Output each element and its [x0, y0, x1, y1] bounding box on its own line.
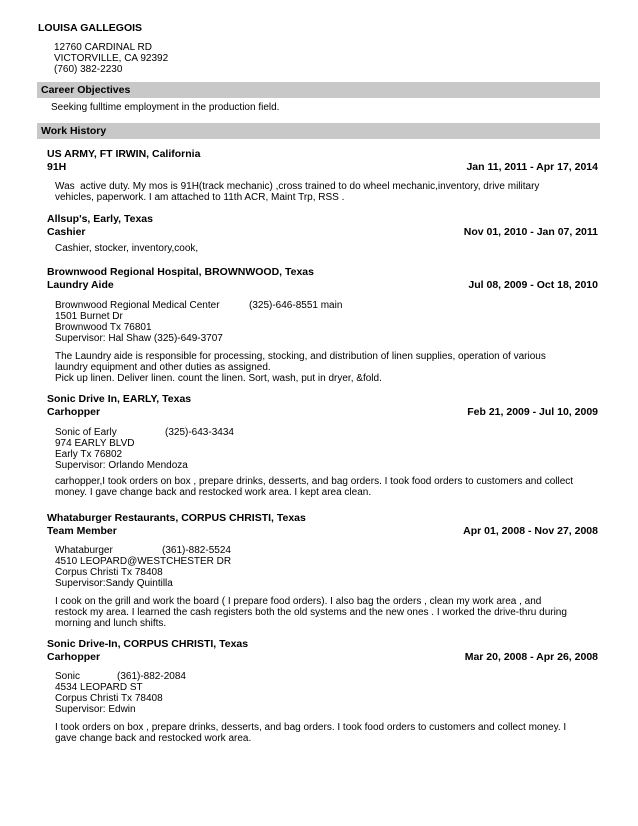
job-phone: (361)-882-2084 — [117, 671, 186, 682]
job-title: 91H — [47, 161, 67, 173]
job-title: Cashier — [47, 226, 86, 238]
job-title: Carhopper — [47, 651, 101, 663]
description-line: money. I gave change back and restocked work area. I kept area clean. — [55, 487, 372, 498]
description-line: I cook on the grill and work the board ( I prepare food orders). I also bag the orders , clean my work area , and — [55, 596, 542, 607]
contact-line: 4510 LEOPARD@WESTCHESTER DR — [55, 556, 232, 567]
contact-line: 1501 Burnet Dr — [55, 311, 123, 322]
description-line: The Laundry aide is responsible for processing, stocking, and distribution of linen supplies, operation of various — [55, 351, 546, 362]
job-phone: (361)-882-5524 — [162, 545, 231, 556]
job-dates: Jul 08, 2009 - Oct 18, 2010 — [468, 279, 598, 291]
job-title: Laundry Aide — [47, 279, 114, 291]
contact-line: Corpus Christi Tx 78408 — [55, 567, 163, 578]
job-phone: (325)-643-3434 — [165, 427, 234, 438]
job-title-row — [47, 161, 598, 173]
objective-text: Seeking fulltime employment in the production field. — [51, 102, 280, 113]
section-header-career-objectives: Career Objectives — [37, 82, 600, 98]
description-line: Was active duty. My mos is 91H(track mechanic) ,cross trained to do wheel mechanic,inventory, drive military — [55, 181, 540, 192]
job-employer: Whataburger Restaurants, CORPUS CHRISTI, Texas — [47, 512, 306, 524]
contact-line: Supervisor: Orlando Mendoza — [55, 460, 188, 471]
job-employer: Allsup's, Early, Texas — [47, 213, 153, 225]
job-title-row — [47, 226, 598, 238]
description-line: morning and lunch shifts. — [55, 618, 167, 629]
description-line: laundry equipment and other duties as assigned. — [55, 362, 271, 373]
contact-line: Supervisor: Hal Shaw (325)-649-3707 — [55, 333, 223, 344]
job-description — [55, 351, 546, 384]
job-description — [55, 596, 567, 629]
description-line: vehicles, paperwork. I am attached to 11th ACR, Maint Trp, RSS . — [55, 192, 345, 203]
contact-line: 974 EARLY BLVD — [55, 438, 135, 449]
section-header-work-history: Work History — [37, 123, 600, 139]
job-title: Carhopper — [47, 406, 101, 418]
job-dates: Jan 11, 2011 - Apr 17, 2014 — [466, 161, 598, 173]
contact-line: Brownwood Regional Medical Center — [55, 300, 220, 311]
contact-line: 4534 LEOPARD ST — [55, 682, 143, 693]
job-title-row — [47, 525, 598, 537]
job-employer: US ARMY, FT IRWIN, California — [47, 148, 201, 160]
contact-line: Sonic of Early — [55, 427, 117, 438]
job-description — [55, 722, 566, 744]
job-title: Team Member — [47, 525, 117, 537]
applicant-address — [54, 42, 168, 75]
job-description — [55, 476, 573, 498]
job-title-row — [47, 279, 598, 291]
contact-line: Corpus Christi Tx 78408 — [55, 693, 163, 704]
contact-line: Sonic — [55, 671, 81, 682]
job-employer: Sonic Drive In, EARLY, Texas — [47, 393, 192, 405]
job-description — [55, 181, 539, 203]
job-contact — [55, 300, 223, 344]
job-dates: Apr 01, 2008 - Nov 27, 2008 — [463, 525, 598, 537]
description-line: I took orders on box , prepare drinks, desserts, and bag orders. I took food orders to customers and collect money. I — [55, 722, 567, 733]
description-line: Cashier, stocker, inventory,cook, — [55, 243, 199, 254]
description-line: Pick up linen. Deliver linen. count the linen. Sort, wash, put in dryer, &fold. — [55, 373, 382, 384]
job-dates: Mar 20, 2008 - Apr 26, 2008 — [464, 651, 598, 663]
address-line: VICTORVILLE, CA 92392 — [54, 53, 169, 64]
contact-line: Brownwood Tx 76801 — [55, 322, 152, 333]
contact-line: Early Tx 76802 — [55, 449, 123, 460]
contact-line: Supervisor:Sandy Quintilla — [55, 578, 173, 589]
job-description — [55, 243, 198, 254]
address-line: (760) 382-2230 — [54, 64, 123, 75]
applicant-name: LOUISA GALLEGOIS — [38, 22, 143, 34]
job-employer: Sonic Drive-In, CORPUS CHRISTI, Texas — [47, 638, 249, 650]
job-phone: (325)-646-8551 main — [249, 300, 343, 311]
address-line: 12760 CARDINAL RD — [54, 42, 153, 53]
job-employer: Brownwood Regional Hospital, BROWNWOOD, Texas — [47, 266, 314, 278]
job-dates: Nov 01, 2010 - Jan 07, 2011 — [463, 226, 598, 238]
job-dates: Feb 21, 2009 - Jul 10, 2009 — [467, 406, 598, 418]
contact-line: Supervisor: Edwin — [55, 704, 136, 715]
description-line: restock my area. I learned the cash registers both the old systems and the new ones . I worked the drive-thru during — [55, 607, 567, 618]
job-title-row — [47, 651, 598, 663]
job-title-row — [47, 406, 598, 418]
description-line: gave change back and restocked work area. — [55, 733, 252, 744]
contact-line: Whataburger — [55, 545, 113, 556]
description-line: carhopper,I took orders on box , prepare drinks, desserts, and bag orders. I took food orders to customers and collect — [55, 476, 574, 487]
